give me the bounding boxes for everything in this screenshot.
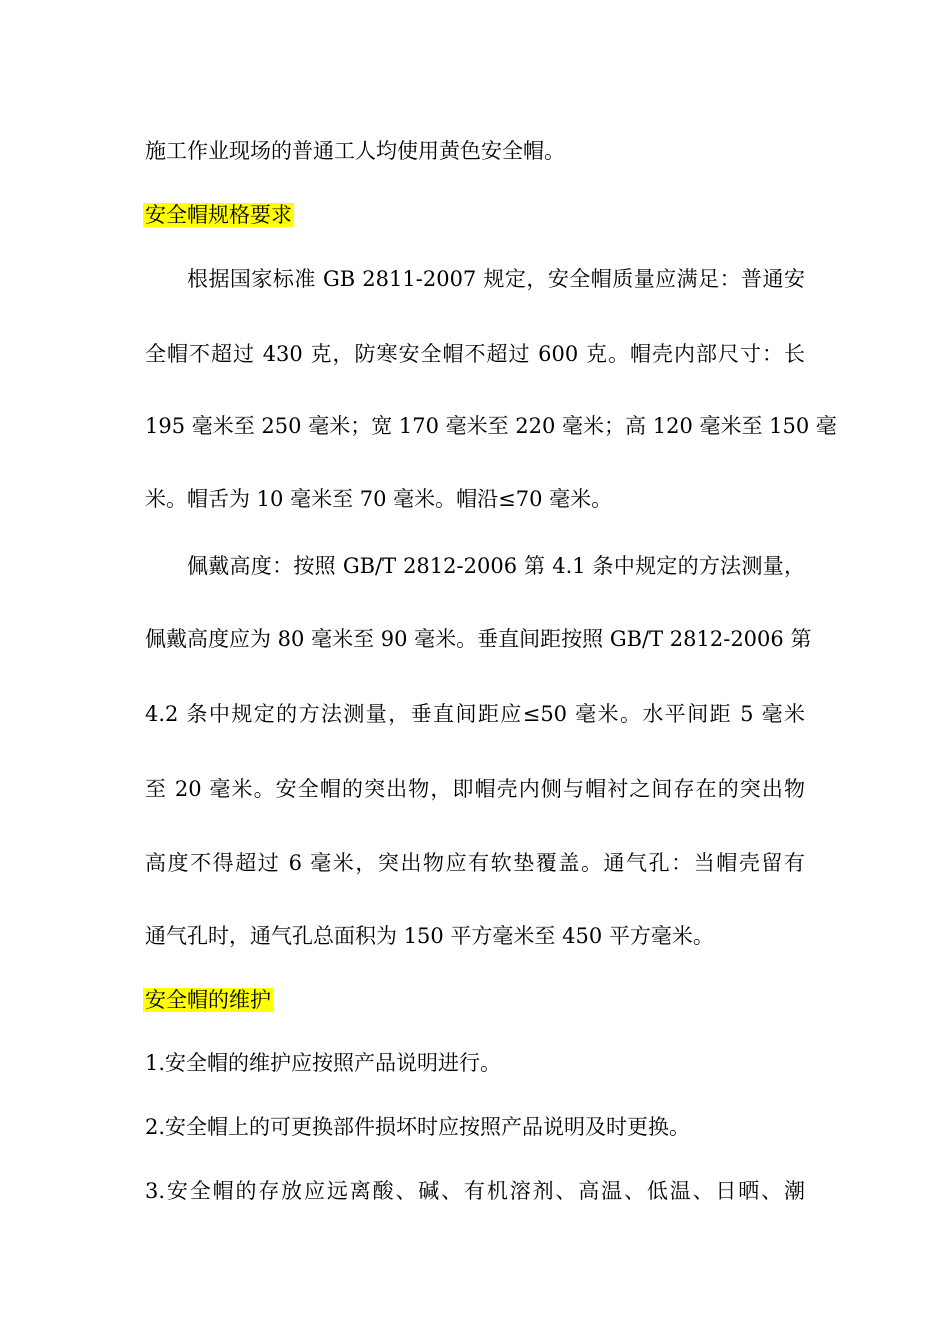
text-line-spec-3: 195 毫米至 250 毫米；宽 170 毫米至 220 毫米；高 120 毫米至 150 毫 [145,414,837,438]
text-line-spec-4: 米。帽舌为 10 毫米至 70 毫米。帽沿≤70 毫米。 [145,487,613,511]
text-line-height-1: 佩戴高度：按照 GB/T 2812-2006 第 4.1 条中规定的方法测量， [187,554,805,578]
text-line-height-6: 通气孔时，通气孔总面积为 150 平方毫米至 450 平方毫米。 [145,924,714,948]
text-line-height-3: 4.2 条中规定的方法测量，垂直间距应≤50 毫米。水平间距 5 毫米 [145,702,805,726]
list-item-3: 3.安全帽的存放应远离酸、碱、有机溶剂、高温、低温、日晒、潮 [145,1179,805,1203]
highlighted-heading-maintenance: 安全帽的维护 [145,988,271,1012]
list-item-1: 1.安全帽的维护应按照产品说明进行。 [145,1051,502,1075]
text-line-height-2: 佩戴高度应为 80 毫米至 90 毫米。垂直间距按照 GB/T 2812-2006 第 [145,627,812,651]
list-item-2: 2.安全帽上的可更换部件损坏时应按照产品说明及时更换。 [145,1115,691,1139]
text-line-height-4: 至 20 毫米。安全帽的突出物，即帽壳内侧与帽衬之间存在的突出物 [145,777,805,801]
section-heading-spec [145,200,294,230]
text-line-intro: 施工作业现场的普通工人均使用黄色安全帽。 [145,139,565,163]
text-line-spec-1: 根据国家标准 GB 2811-2007 规定，安全帽质量应满足：普通安 [187,267,805,291]
text-line-spec-2: 全帽不超过 430 克，防寒安全帽不超过 600 克。帽壳内部尺寸：长 [145,342,805,366]
section-heading-maintenance [145,985,273,1015]
highlighted-heading-spec: 安全帽规格要求 [145,203,292,227]
text-line-height-5: 高度不得超过 6 毫米，突出物应有软垫覆盖。通气孔：当帽壳留有 [145,851,805,875]
